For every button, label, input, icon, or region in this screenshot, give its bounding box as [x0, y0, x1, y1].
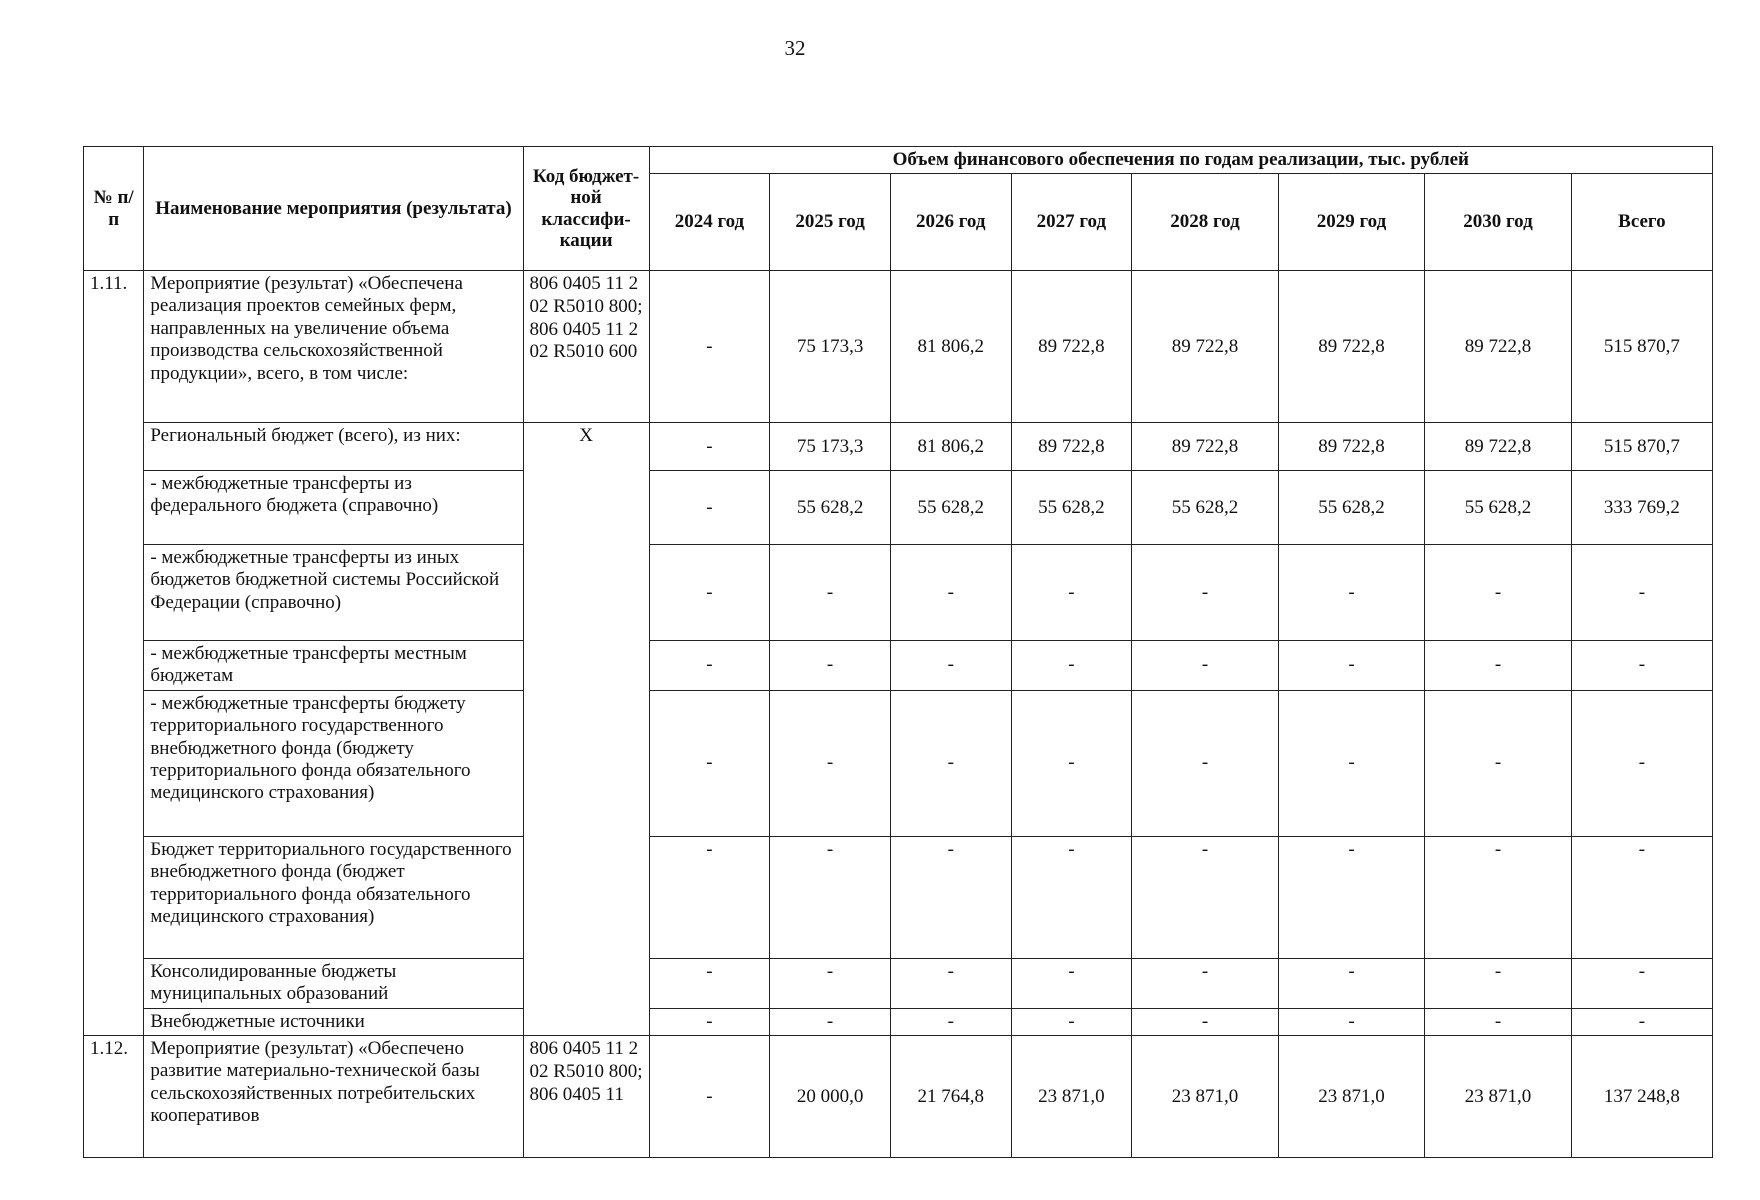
value-cell: -	[1278, 836, 1425, 958]
value-cell: -	[1278, 690, 1425, 836]
total-cell: -	[1571, 1008, 1712, 1035]
row-code: 806 0405 11 2 02 R5010 800; 806 0405 11 2 02 R5010 600	[523, 271, 649, 423]
budget-table	[83, 146, 1713, 1158]
value-cell: 55 628,2	[890, 471, 1011, 545]
value-cell: -	[770, 836, 891, 958]
value-cell: -	[1425, 690, 1572, 836]
value-cell: 89 722,8	[1011, 271, 1132, 423]
value-cell: -	[1278, 958, 1425, 1008]
value-cell: -	[649, 423, 770, 471]
table-row	[84, 836, 1713, 958]
header-year: 2025 год	[770, 174, 891, 271]
total-cell: -	[1571, 545, 1712, 641]
value-cell: 55 628,2	[770, 471, 891, 545]
table-row	[84, 471, 1713, 545]
value-cell: -	[890, 958, 1011, 1008]
total-cell: 333 769,2	[1571, 471, 1712, 545]
value-cell: 89 722,8	[1425, 271, 1572, 423]
value-cell: 75 173,3	[770, 271, 891, 423]
row-name: Мероприятие (результат) «Обеспечено развитие материально-технической базы сельскохозяйственных потребительских кооперативов	[144, 1036, 523, 1158]
value-cell: -	[649, 641, 770, 691]
value-cell: -	[770, 958, 891, 1008]
table-row	[84, 958, 1713, 1008]
value-cell: 55 628,2	[1132, 471, 1279, 545]
value-cell: 55 628,2	[1278, 471, 1425, 545]
row-name: Консолидированные бюджеты муниципальных образований	[144, 958, 523, 1008]
header-year: 2026 год	[890, 174, 1011, 271]
row-name: Мероприятие (результат) «Обеспечена реализация проектов семейных ферм, направленных на увеличение объема производства сельскохозяйственной продукции», всего, в том числе:	[144, 271, 523, 423]
value-cell: 20 000,0	[770, 1036, 891, 1158]
value-cell: -	[649, 958, 770, 1008]
value-cell: -	[890, 836, 1011, 958]
value-cell: -	[770, 545, 891, 641]
value-cell: -	[890, 1008, 1011, 1035]
value-cell: -	[1132, 641, 1279, 691]
value-cell: -	[1132, 545, 1279, 641]
value-cell: -	[1425, 958, 1572, 1008]
value-cell: -	[1278, 545, 1425, 641]
row-number: 1.11.	[84, 271, 144, 1036]
value-cell: -	[1132, 1008, 1279, 1035]
value-cell: 75 173,3	[770, 423, 891, 471]
table-row	[84, 690, 1713, 836]
header-total: Всего	[1571, 174, 1712, 271]
total-cell: -	[1571, 836, 1712, 958]
value-cell: -	[1132, 690, 1279, 836]
row-name: - межбюджетные трансферты местным бюджетам	[144, 641, 523, 691]
value-cell: 55 628,2	[1011, 471, 1132, 545]
header-funding-group: Объем финансового обеспечения по годам реализации, тыс. рублей	[649, 147, 1712, 174]
value-cell: -	[1011, 641, 1132, 691]
row-name: Внебюджетные источники	[144, 1008, 523, 1035]
value-cell: -	[770, 641, 891, 691]
value-cell: 23 871,0	[1011, 1036, 1132, 1158]
page-number: 32	[784, 36, 806, 60]
header-year: 2030 год	[1425, 174, 1572, 271]
value-cell: -	[1278, 1008, 1425, 1035]
header-name: Наименование мероприятия (результата)	[144, 147, 523, 271]
value-cell: 89 722,8	[1425, 423, 1572, 471]
total-cell: -	[1571, 958, 1712, 1008]
row-code: X	[523, 423, 649, 1036]
header-year: 2029 год	[1278, 174, 1425, 271]
table-row	[84, 423, 1713, 471]
value-cell: 89 722,8	[1011, 423, 1132, 471]
header-year: 2028 год	[1132, 174, 1279, 271]
value-cell: 89 722,8	[1132, 271, 1279, 423]
table-row	[84, 1036, 1713, 1158]
value-cell: -	[1011, 1008, 1132, 1035]
value-cell: -	[649, 836, 770, 958]
value-cell: -	[1425, 1008, 1572, 1035]
header-year: 2024 год	[649, 174, 770, 271]
value-cell: 89 722,8	[1132, 423, 1279, 471]
value-cell: -	[1425, 545, 1572, 641]
header-code: Код бюджет-ной классифи-кации	[523, 147, 649, 271]
table-row	[84, 271, 1713, 423]
table-row	[84, 1008, 1713, 1035]
value-cell: 21 764,8	[890, 1036, 1011, 1158]
row-name: - межбюджетные трансферты из иных бюджетов бюджетной системы Российской Федерации (справочно)	[144, 545, 523, 641]
value-cell: -	[890, 641, 1011, 691]
value-cell: -	[770, 690, 891, 836]
value-cell: 55 628,2	[1425, 471, 1572, 545]
row-number: 1.12.	[84, 1036, 144, 1158]
value-cell: -	[1132, 958, 1279, 1008]
value-cell: 23 871,0	[1425, 1036, 1572, 1158]
value-cell: 89 722,8	[1278, 423, 1425, 471]
value-cell: -	[770, 1008, 891, 1035]
row-name: - межбюджетные трансферты из федерального бюджета (справочно)	[144, 471, 523, 545]
total-cell: 515 870,7	[1571, 271, 1712, 423]
value-cell: -	[1011, 690, 1132, 836]
value-cell: -	[649, 271, 770, 423]
total-cell: 515 870,7	[1571, 423, 1712, 471]
value-cell: -	[1132, 836, 1279, 958]
table-row	[84, 641, 1713, 691]
value-cell: 81 806,2	[890, 271, 1011, 423]
value-cell: -	[1278, 641, 1425, 691]
value-cell: -	[1011, 958, 1132, 1008]
table-row	[84, 545, 1713, 641]
value-cell: -	[1011, 545, 1132, 641]
value-cell: -	[649, 690, 770, 836]
header-year: 2027 год	[1011, 174, 1132, 271]
value-cell: -	[1425, 836, 1572, 958]
total-cell: 137 248,8	[1571, 1036, 1712, 1158]
total-cell: -	[1571, 641, 1712, 691]
value-cell: -	[649, 545, 770, 641]
value-cell: -	[1425, 641, 1572, 691]
row-name: Бюджет территориального государственного внебюджетного фонда (бюджет территориального фонда обязательного медицинского страхования)	[144, 836, 523, 958]
header-num: № п/п	[84, 147, 144, 271]
value-cell: 23 871,0	[1278, 1036, 1425, 1158]
value-cell: -	[1011, 836, 1132, 958]
value-cell: -	[890, 545, 1011, 641]
value-cell: -	[649, 1036, 770, 1158]
value-cell: -	[649, 471, 770, 545]
row-name: - межбюджетные трансферты бюджету территориального государственного внебюджетного фонда (бюджету территориального фонда обязательного медицинского страхования)	[144, 690, 523, 836]
total-cell: -	[1571, 690, 1712, 836]
value-cell: 23 871,0	[1132, 1036, 1279, 1158]
value-cell: 81 806,2	[890, 423, 1011, 471]
row-name: Региональный бюджет (всего), из них:	[144, 423, 523, 471]
value-cell: 89 722,8	[1278, 271, 1425, 423]
value-cell: -	[890, 690, 1011, 836]
value-cell: -	[649, 1008, 770, 1035]
row-code: 806 0405 11 2 02 R5010 800; 806 0405 11	[523, 1036, 649, 1158]
